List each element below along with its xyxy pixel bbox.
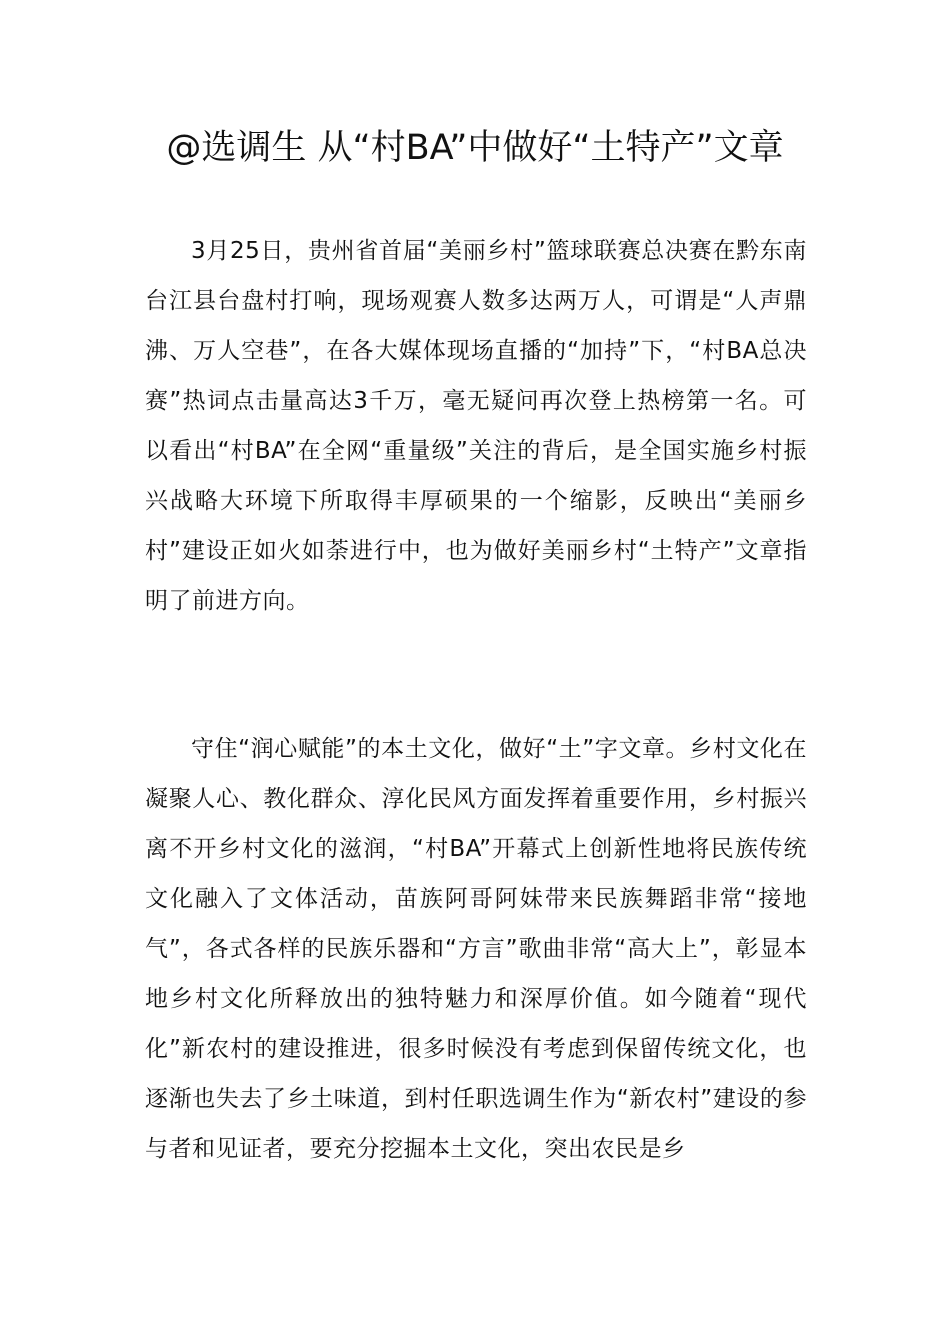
paragraph-2-block bbox=[145, 724, 807, 1174]
paragraph-2: 守住“润心赋能”的本土文化，做好“土”字文章。乡村文化在凝聚人心、教化群众、淳化民风方面发挥着重要作用，乡村振兴离不开乡村文化的滋润，“村BA”开幕式上创新性地将民族传统文化融入了文体活动，苗族阿哥阿妹带来民族舞蹈非常“接地气”，各式各样的民族乐器和“方言”歌曲非常“高大上”，彰显本地乡村文化所释放出的独特魅力和深厚价值。如今随着“现代化”新农村的建设推进，很多时候没有考虑到保留传统文化，也逐渐也失去了乡土味道，到村任职选调生作为“新农村”建设的参与者和见证者，要充分挖掘本土文化，突出农民是乡 bbox=[145, 736, 807, 1162]
paragraph-1-block bbox=[145, 226, 807, 626]
paragraph-1: 3月25日，贵州省首届“美丽乡村”篮球联赛总决赛在黔东南台江县台盘村打响，现场观赛人数多达两万人，可谓是“人声鼎沸、万人空巷”，在各大媒体现场直播的“加持”下，“村BA总决赛”热词点击量高达3千万，毫无疑问再次登上热榜第一名。可以看出“村BA”在全网“重量级”关注的背后，是全国实施乡村振兴战略大环境下所取得丰厚硕果的一个缩影，反映出“美丽乡村”建设正如火如荼进行中，也为做好美丽乡村“土特产”文章指明了前进方向。 bbox=[145, 238, 807, 614]
document-title: @选调生 从“村BA”中做好“土特产”文章 bbox=[166, 128, 784, 168]
